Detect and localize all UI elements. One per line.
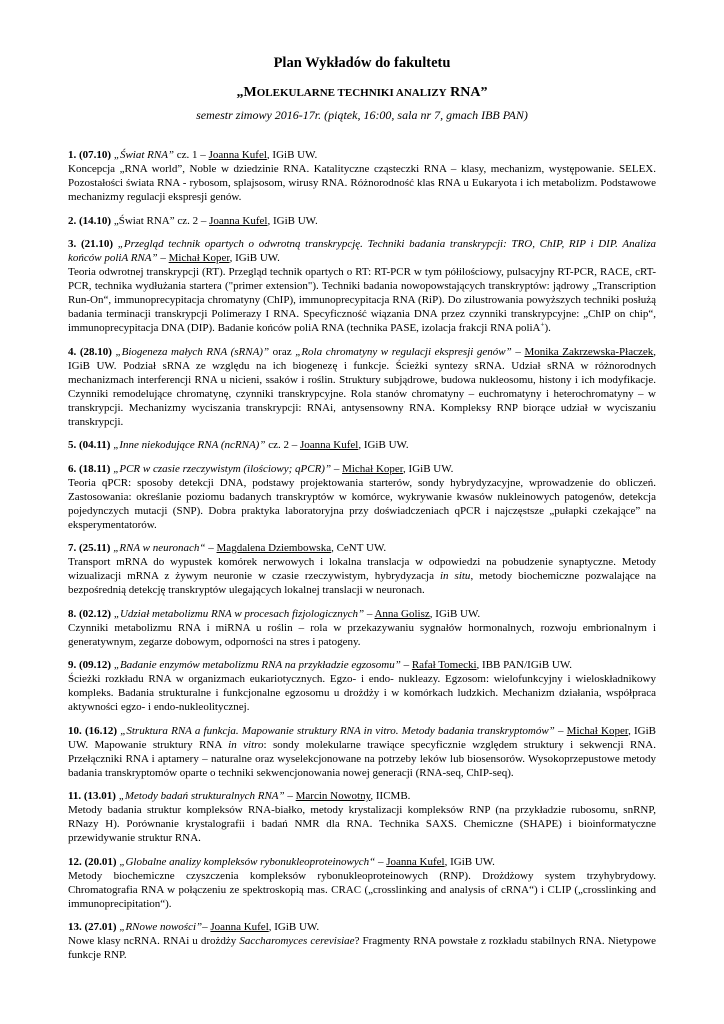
- lecture-separator: cz. 2 –: [265, 439, 300, 451]
- lecture-description-text: Teoria odwrotnej transkrypcji (RT). Przegląd technik opartych o RT: RT-PCR w tym półilościowy, pulsacyjny RT-PCR, RACE, cRT-PCR, technika wydłużania startera ("primer extension"). Techniki badania nowopowstających transkryptów: jądrowy „Transcription Run-On“, immunoprecypitacja chromatyny (ChIP), immunoprecypitacja RNA (RiP). Do zilustrowania powyższych techniki posłużą badania terminacji transkrypcji Polimerazy I RNA. Specyficzność wiązania DNA przez czynniki transkrypcyjne: „ChIP on chip“, immunoprecypitacja DNA (DIP). Badanie końców poliA RNA (technika PASE, izolacja frakcji RNA poliA: [68, 266, 656, 334]
- lecture-number: 7. (25.11): [68, 542, 111, 554]
- lecture-title-second: „Rola chromatyny w regulacji ekspresji genów”: [295, 345, 512, 358]
- lecturer-name: Michał Koper: [566, 724, 629, 737]
- lecture-item: [68, 345, 656, 429]
- lecture-number: 13. (27.01): [68, 921, 117, 933]
- lecture-description-end: ).: [544, 322, 551, 334]
- lecture-separator: –: [511, 345, 525, 358]
- lecture-item: [68, 789, 656, 845]
- lecturer-name: Rafał Tomecki: [411, 659, 477, 671]
- lecture-title: „Globalne analizy kompleksów rybonukleoproteinowych“: [119, 855, 376, 868]
- lecture-separator: –: [205, 542, 217, 554]
- lecture-description: Metody biochemiczne czyszczenia kompleksów rybonukleoproteinowych (RNP). Drożdżowy system trzyhybrydowy. Chromatografia RNA w połączeniu ze spektroskopią mas. CRAC („crosslinking and analysis of cRNA“) i CLIP („crosslinking and immunoprecipitation“).: [68, 869, 656, 910]
- lecturer-name: Joanna Kufel: [208, 149, 267, 161]
- lecture-description-text: : sondy molekularne trawiące specyficznie względem struktury i sekwencji RNA. Przełączniki RNA i aptamery – naturalne oraz wyselekcjonowane na potrzeby leków lub biosensorów. Wysokoprzepustowe metody badania transkryptomów oparte o techniki sekwencjonowania nowej generacji (RNA-seq, ChIP-seq).: [68, 738, 657, 779]
- lecture-description-text: Nowe klasy ncRNA. RNAi u drożdży: [68, 935, 240, 947]
- lecturer-name: Monika Zakrzewska-Płaczek: [524, 345, 654, 358]
- lecture-item: [68, 607, 656, 649]
- lecture-separator: –: [400, 659, 412, 671]
- lecturer-name: Anna Golisz: [374, 607, 430, 620]
- lecture-item: [68, 658, 656, 714]
- lecture-separator: cz. 1 –: [174, 149, 209, 161]
- lecturer-affiliation: , IGiB UW.: [68, 345, 657, 372]
- lecturer-name: Marcin Nowotny: [295, 790, 371, 802]
- lecturer-name: Magdalena Dziembowska: [216, 542, 332, 554]
- lecture-separator: –: [284, 790, 296, 802]
- lecturer-affiliation: , IBB PAN/IGiB UW.: [476, 659, 573, 671]
- lecture-number: 3. (21.10): [68, 238, 114, 250]
- lecture-item: [68, 855, 656, 911]
- lecture-separator: –: [554, 724, 567, 737]
- lecture-title: „Udział metabolizmu RNA w procesach fizjologicznych”: [113, 607, 365, 620]
- lecturer-name: Joanna Kufel: [209, 214, 268, 227]
- lecture-number: 11. (13.01): [68, 790, 116, 802]
- lecture-separator: –: [202, 921, 211, 933]
- lecture-number: 12. (20.01): [68, 855, 117, 868]
- document-title: Plan Wykładów do fakultetu: [273, 55, 451, 71]
- lecture-number: 6. (18.11): [68, 462, 111, 475]
- lecture-title: „RNowe nowości”: [119, 921, 203, 933]
- lecture-item: [68, 462, 656, 532]
- superscript-plus: +: [540, 320, 545, 329]
- lecture-title: „Świat RNA”: [113, 214, 175, 227]
- lecture-number: 2. (14.10): [68, 214, 112, 227]
- lecture-list: [68, 148, 656, 962]
- lecture-title: „Badanie enzymów metabolizmu RNA na przykładzie egzosomu”: [113, 659, 401, 671]
- course-title-open: „M: [236, 85, 257, 100]
- lecture-title: „Metody badań strukturalnych RNA”: [118, 790, 285, 802]
- course-title: [68, 84, 656, 102]
- lecture-title: „Biogeneza małych RNA (sRNA)”: [115, 345, 270, 358]
- lecture-description: Teoria qPCR: sposoby detekcji DNA, podstawy projektowania starterów, sondy hybrydyzacyjne, wprowadzenie do obliczeń. Zastosowania: określanie poziomu badanych transkryptów w komórce, wykrywanie kwasów nukleinowych patogenów, detekcja pojedynczych mutacji (SNP). Dobra praktyka laboratoryjna przy doświadczeniach qPCR i najczęstsze „pułapki czekające” na eksperymentatorów.: [68, 476, 656, 531]
- lecture-description: Czynniki metabolizmu RNA i miRNA u roślin – rola w przekazywaniu sygnałów hormonalnych, rozwoju embrionalnym i generatywnym, zegarze dobowym, odporności na stres i patogeny.: [68, 621, 656, 648]
- lecture-description-italic: in vitro: [228, 738, 264, 751]
- document-page: [68, 0, 656, 972]
- lecture-separator: –: [157, 252, 169, 264]
- lecturer-affiliation: , IGiB UW.: [403, 462, 454, 475]
- lecturer-name: Joanna Kufel: [210, 921, 269, 933]
- lecturer-affiliation: , IICMB.: [370, 790, 411, 802]
- lecturer-affiliation: , IGiB UW.: [358, 439, 409, 451]
- lecture-description: Podział sRNA ze względu na ich biogenezę i funkcje. Ścieżki syntezy sRNA. Udział sRNA w różnorodnych mechanizmach interferencji RNA u nicieni, ssaków i roślin. Struktury subjądrowe, budowa nukleosomu, histony i ich modyfikacje. Czynniki remodelujące chromatynę, czynniki transkrypcyjne. Rola stanów chromatyny – euchromatyny i heterochromatyny – w transkrypcji. Mechanizmy wyciszania transkrypcji: RNAi, antysensowny RNA. Kompleksy RNP biorące udział w wyciszaniu transkrypcji.: [68, 359, 657, 428]
- course-title-smallcaps: OLEKULARNE TECHNIKI ANALIZY: [256, 87, 447, 99]
- lecture-title: „Inne niekodujące RNA (ncRNA)”: [113, 439, 266, 451]
- semester-info: semestr zimowy 2016-17r. (piątek, 16:00, sala nr 7, gmach IBB PAN): [196, 108, 528, 122]
- lecture-item: [68, 148, 656, 204]
- lecture-item: [68, 438, 656, 452]
- lecturer-affiliation: , IGiB UW.: [429, 607, 481, 620]
- lecture-number: 1. (07.10): [68, 149, 112, 161]
- lecture-number: 9. (09.12): [68, 659, 112, 671]
- lecture-description-text: Mapowanie struktury RNA: [94, 738, 229, 751]
- lecture-description: Ścieżki rozkładu RNA w organizmach eukariotycznych. Egzo- i endo- nukleazy. Egzosom: wielofunkcyjny i wieloskładnikowy kompleks. Badania strukturalne i funkcjonalne egzosomu u drożdży i w komórkach ludzkich. Mechanizm działania, współpraca aktywności egzo- i endo-nukleolitycznej.: [68, 673, 656, 713]
- lecture-description-text: ? Fragmenty RNA powstałe z rozkładu stabilnych RNA. Nietypowe funkcje RNP.: [68, 935, 656, 961]
- lecture-title: „RNA w neuronach“: [113, 542, 206, 554]
- lecturer-affiliation: , IGiB UW.: [267, 214, 318, 227]
- lecturer-affiliation: , IGiB UW.: [68, 724, 657, 751]
- lecture-description: Metody badania struktur kompleksów RNA-białko, metody krystalizacji kompleksów RNP (na przykładzie rubosomu, snRNP, RNazy H). Porównanie krystalografii i badań NMR dla RNA. Technika SAXS. Chemiczne (SHAPE) i bioinformatyczne przewidywanie struktur RNA.: [68, 804, 656, 844]
- lecturer-affiliation: , IGiB UW.: [268, 921, 320, 933]
- lecture-item: [68, 724, 656, 780]
- lecture-title-connector: oraz: [269, 345, 296, 358]
- lecture-description: [68, 934, 656, 962]
- lecture-separator: –: [375, 855, 387, 868]
- lecture-item: [68, 541, 656, 597]
- lecture-description-italic: in situ: [439, 570, 471, 582]
- lecture-title: „Świat RNA”: [113, 149, 175, 161]
- lecturer-name: Michał Koper: [168, 252, 230, 264]
- lecture-separator: cz. 2 –: [174, 214, 210, 227]
- lecture-number: 10. (16.12): [68, 724, 118, 737]
- lecturer-affiliation: , IGiB UW.: [229, 252, 280, 264]
- lecture-item: [68, 920, 656, 962]
- lecturer-name: Joanna Kufel: [299, 439, 359, 451]
- lecturer-affiliation: , IGiB UW.: [444, 855, 495, 868]
- lecture-description: [68, 555, 656, 597]
- lecture-description: Koncepcja „RNA world”, Noble w dziedzinie RNA. Katalityczne cząsteczki RNA – klasy, mechanizm, występowanie. SELEX. Pozostałości świata RNA - rybosom, splajsosom, wirusy RNA. Różnorodność klas RNA u Eukaryota i ich metabolizm. Podstawowe mechanizmy regulacji ekspresji genów.: [68, 163, 656, 203]
- lecture-separator: –: [331, 462, 343, 475]
- lecture-item: [68, 237, 656, 335]
- course-title-close: RNA”: [446, 85, 488, 100]
- lecture-description-italic: Saccharomyces cerevisiae: [239, 935, 355, 947]
- lecturer-affiliation: , IGiB UW.: [266, 149, 318, 161]
- lecture-description-text: Transport mRNA do wypustek komórek nerwowych i lokalna translacja w odpowiedzi na pobudzenie synaptyczne. Metody wizualizacji mRNA z żywym neuronie w czasie rzeczywistym, hybrydyzacja: [68, 556, 656, 582]
- lecturer-affiliation: , CeNT UW.: [331, 542, 387, 554]
- lecture-title: „Struktura RNA a funkcja. Mapowanie struktury RNA in vitro. Metody badania transkryptomów”: [120, 724, 555, 737]
- lecture-title: „Przegląd technik opartych o odwrotną transkrypcję. Techniki badania transkrypcji: TRO, ChIP, RIP i DIP. Analiza końców poliA RNA”: [68, 238, 657, 264]
- lecture-description: [68, 265, 656, 335]
- lecture-item: [68, 214, 656, 228]
- lecture-number: 8. (02.12): [68, 607, 112, 620]
- lecturer-name: Joanna Kufel: [386, 855, 445, 868]
- lecture-title: „PCR w czasie rzeczywistym (ilościowy; qPCR)”: [113, 462, 332, 475]
- lecture-description-text: , metody biochemiczne pozwalające na bezpośrednią detekcję transkryptów ulegających lokalnej translacji w neuronach.: [68, 570, 657, 596]
- lecture-number: 4. (28.10): [68, 345, 112, 358]
- lecture-separator: –: [364, 607, 375, 620]
- lecturer-name: Michał Koper: [342, 462, 404, 475]
- lecture-number: 5. (04.11): [68, 439, 111, 451]
